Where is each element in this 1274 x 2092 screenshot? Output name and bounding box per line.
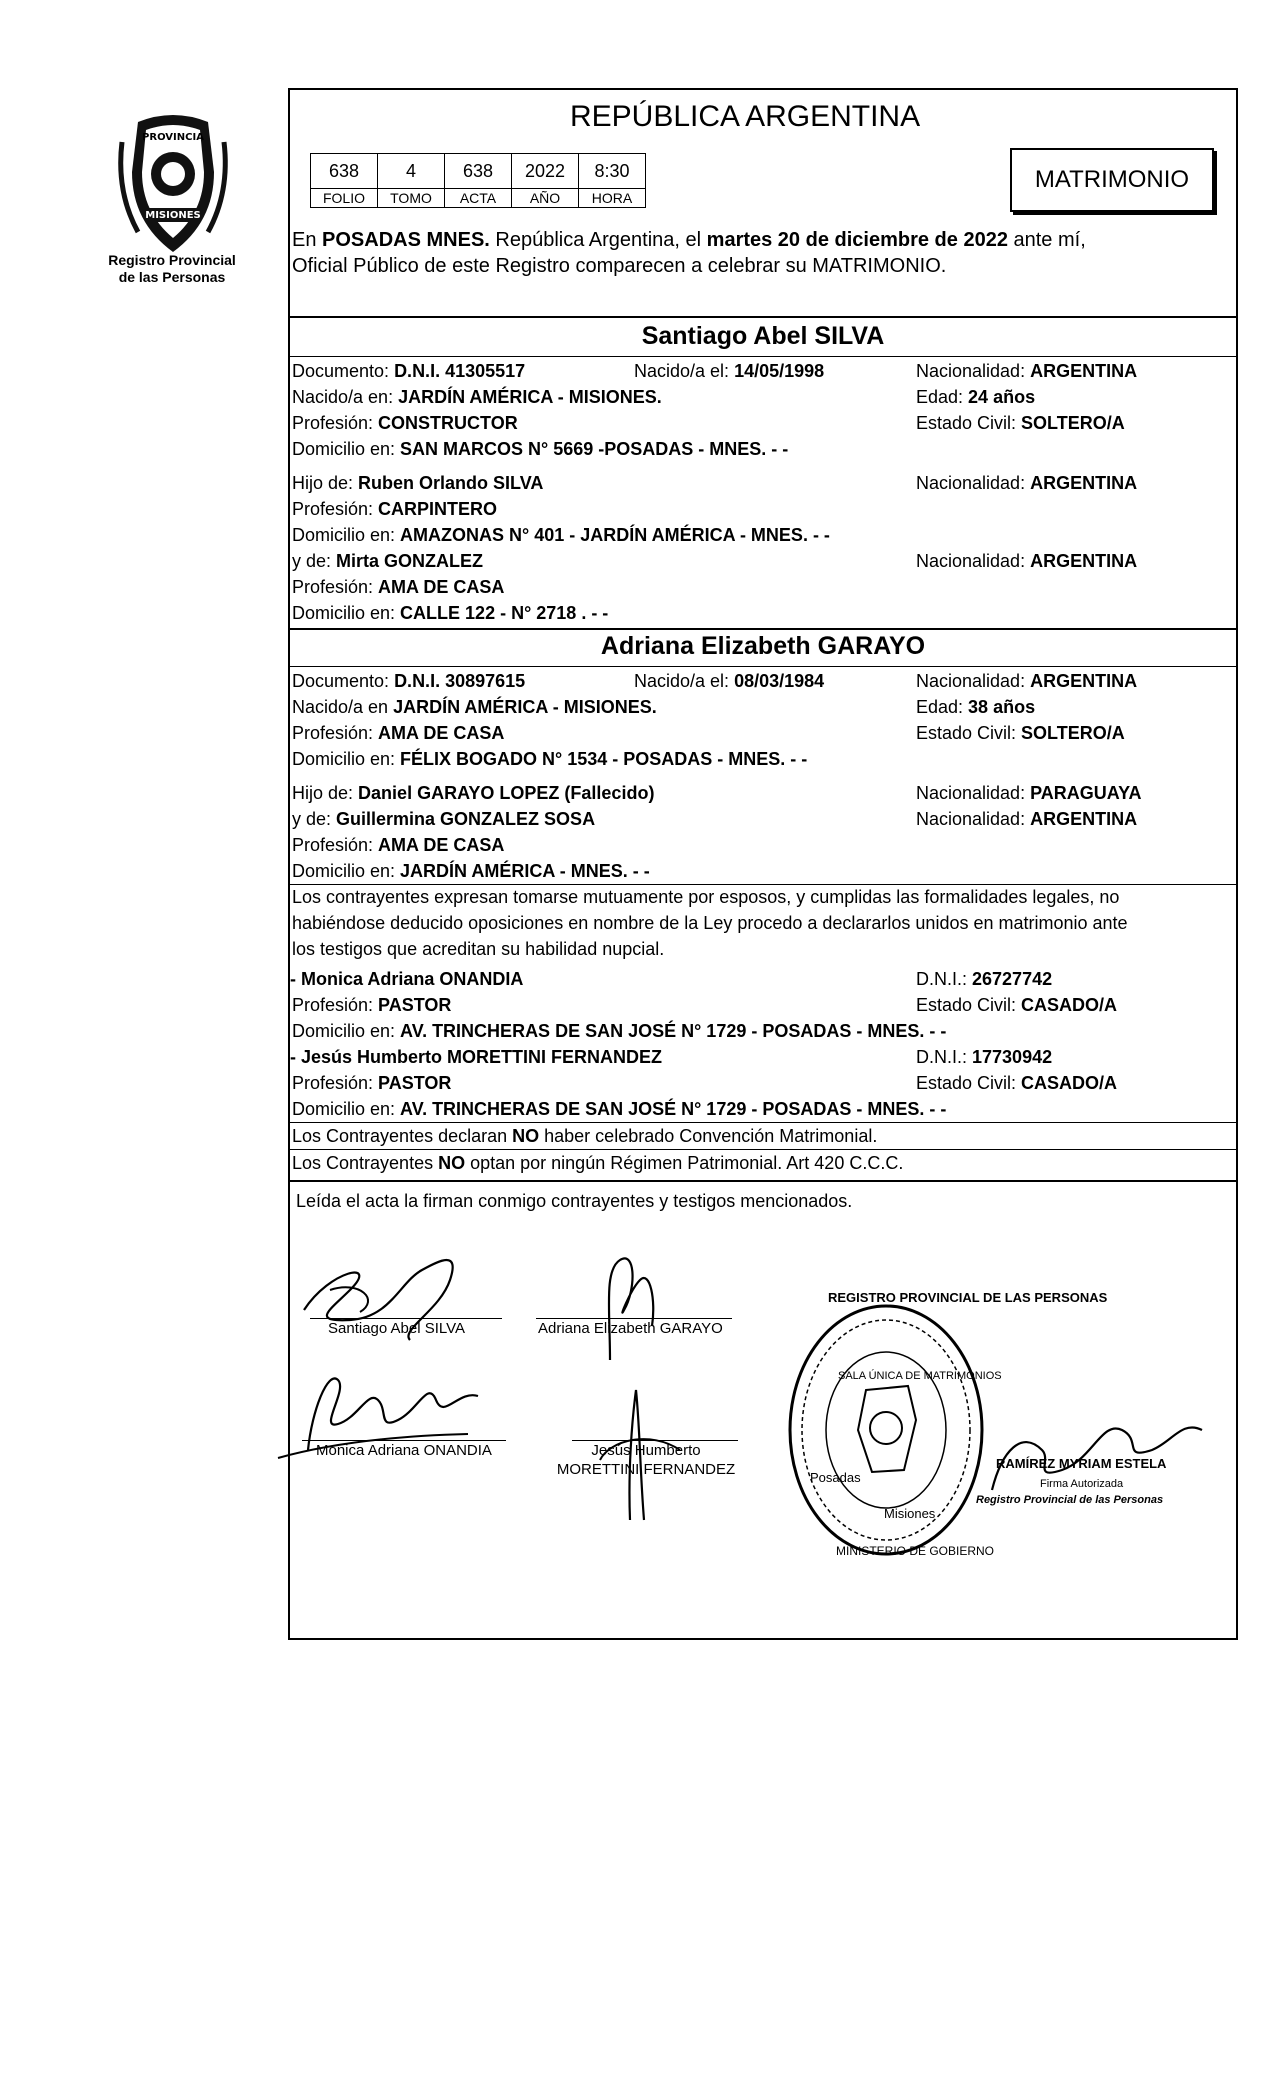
intro-city: POSADAS MNES. (322, 229, 490, 251)
bride-nationality: Nacionalidad: ARGENTINA (916, 671, 1138, 691)
hora-label: HORA (579, 189, 646, 208)
divider-bride (288, 628, 1238, 630)
groom-father-nationality: Nacionalidad: ARGENTINA (916, 473, 1138, 493)
anio-value: 2022 (512, 154, 579, 189)
intro-line2: Oficial Público de este Registro comparecen a celebrar su MATRIMONIO. (292, 255, 947, 277)
official-org: Registro Provincial de las Personas (976, 1494, 1164, 1506)
logo-caption (92, 252, 252, 286)
convention-line1: Los Contrayentes declaran NO haber celebrado Convención Matrimonial. (292, 1126, 878, 1146)
groom-born: Nacido/a el: 14/05/1998 (634, 361, 825, 381)
witness1-civil-status: Estado Civil: CASADO/A (916, 995, 1118, 1015)
official-seal (786, 1300, 986, 1560)
intro-line1: En POSADAS MNES. República Argentina, el martes 20 de diciembre de 2022 ante mí, (292, 229, 1086, 251)
official-title: Firma Autorizada (1040, 1478, 1124, 1490)
groom-name: Santiago Abel SILVA (641, 322, 885, 350)
witness1-dni: D.N.I.: 26727742 (916, 969, 1053, 989)
seal-outer-text: REGISTRO PROVINCIAL DE LAS PERSONAS (828, 1290, 1108, 1305)
groom-age: Edad: 24 años (916, 387, 1036, 407)
groom-mother-domicile: Domicilio en: CALLE 122 - N° 2718 . - - (292, 603, 609, 623)
declaration-line3: los testigos que acreditan su habilidad nupcial. (292, 939, 665, 959)
groom-father-profession: Profesión: CARPINTERO (292, 499, 498, 519)
witness1-signature-label: Monica Adriana ONANDIA (316, 1442, 492, 1459)
official-name: RAMÍREZ MYRIAM ESTELA (996, 1456, 1167, 1471)
bride-age: Edad: 38 años (916, 697, 1036, 717)
groom-civil-status: Estado Civil: SOLTERO/A (916, 413, 1125, 433)
witness2-signature-label-2: MORETTINI FERNANDEZ (556, 1461, 736, 1478)
divider-groom-name (288, 356, 1238, 357)
witness2-signature-label-1: Jesús Humberto (591, 1442, 701, 1459)
witness2-profession: Profesión: PASTOR (292, 1073, 452, 1093)
seal-province: Misiones (884, 1506, 936, 1521)
registry-emblem (108, 112, 238, 262)
witness1-profession: Profesión: PASTOR (292, 995, 452, 1015)
document-type: MATRIMONIO (1034, 166, 1190, 193)
divider-convention-2 (288, 1149, 1238, 1150)
bride-document: Documento: D.N.I. 30897615 (292, 671, 526, 691)
acta-value: 638 (445, 154, 512, 189)
groom-signature-label: Santiago Abel SILVA (328, 1320, 466, 1337)
hora-value: 8:30 (579, 154, 646, 189)
intro-date: martes 20 de diciembre de 2022 (706, 229, 1008, 251)
anio-label: AÑO (512, 189, 579, 208)
groom-document: Documento: D.N.I. 41305517 (292, 361, 526, 381)
page-title: REPÚBLICA ARGENTINA (570, 100, 921, 133)
declaration-line1: Los contrayentes expresan tomarse mutuamente por esposos, y cumplidas las formalidades legales, no (292, 887, 1120, 907)
groom-nationality: Nacionalidad: ARGENTINA (916, 361, 1138, 381)
witness2-domicile: Domicilio en: AV. TRINCHERAS DE SAN JOSÉ N° 1729 - POSADAS - MNES. - - (292, 1099, 947, 1119)
bride-mother-domicile: Domicilio en: JARDÍN AMÉRICA - MNES. - - (292, 861, 650, 881)
groom-profession: Profesión: CONSTRUCTOR (292, 413, 518, 433)
divider-declaration (288, 884, 1238, 885)
groom-birthplace: Nacido/a en: JARDÍN AMÉRICA - MISIONES. (292, 387, 662, 407)
witness2-dni: D.N.I.: 17730942 (916, 1047, 1053, 1067)
convention-line2: Los Contrayentes NO optan por ningún Régimen Patrimonial. Art 420 C.C.C. (292, 1153, 904, 1173)
logo-caption-line2: de las Personas (118, 269, 226, 285)
bride-born: Nacido/a el: 08/03/1984 (634, 671, 825, 691)
tomo-value: 4 (378, 154, 445, 189)
bride-name: Adriana Elizabeth GARAYO (600, 632, 926, 660)
groom-mother: y de: Mirta GONZALEZ (292, 551, 484, 571)
witness2-civil-status: Estado Civil: CASADO/A (916, 1073, 1118, 1093)
folio-value: 638 (311, 154, 378, 189)
witness1-domicile: Domicilio en: AV. TRINCHERAS DE SAN JOSÉ N° 1729 - POSADAS - MNES. - - (292, 1021, 947, 1041)
document-type-box (1010, 148, 1214, 212)
bride-father: Hijo de: Daniel GARAYO LOPEZ (Fallecido) (292, 783, 655, 803)
bride-birthplace: Nacido/a en JARDÍN AMÉRICA - MISIONES. (292, 697, 657, 717)
tomo-label: TOMO (378, 189, 445, 208)
groom-mother-profession: Profesión: AMA DE CASA (292, 577, 505, 597)
bride-signature-line (536, 1318, 732, 1319)
witness2-name: - Jesús Humberto MORETTINI FERNANDEZ (290, 1047, 663, 1067)
divider-bride-name (288, 666, 1238, 667)
groom-father-domicile: Domicilio en: AMAZONAS N° 401 - JARDÍN AMÉRICA - MNES. - - (292, 525, 830, 545)
divider-convention (288, 1122, 1238, 1123)
witness1-name: - Monica Adriana ONANDIA (290, 969, 524, 989)
bride-father-nationality: Nacionalidad: PARAGUAYA (916, 783, 1142, 803)
registry-table (310, 153, 646, 208)
seal-city: Posadas (810, 1470, 861, 1485)
bride-mother-nationality: Nacionalidad: ARGENTINA (916, 809, 1138, 829)
registry-logo (108, 112, 238, 262)
acta-label: ACTA (445, 189, 512, 208)
seal-bottom-text: MINISTERIO DE GOBIERNO (836, 1544, 995, 1558)
divider-closing (288, 1180, 1238, 1182)
witness2-signature-line (572, 1440, 738, 1441)
logo-caption-line1: Registro Provincial (108, 252, 236, 268)
closing-statement: Leída el acta la firman conmigo contrayentes y testigos mencionados. (296, 1191, 853, 1211)
declaration-line2: habiéndose deducido oposiciones en nombre de la Ley procedo a declararlos unidos en matrimonio ante (292, 913, 1128, 933)
svg-text:MISIONES: MISIONES (145, 210, 201, 221)
divider-groom (288, 316, 1238, 318)
svg-text:PROVINCIA: PROVINCIA (142, 132, 204, 143)
groom-father: Hijo de: Ruben Orlando SILVA (292, 473, 544, 493)
groom-signature-line (310, 1318, 502, 1319)
groom-mother-nationality: Nacionalidad: ARGENTINA (916, 551, 1138, 571)
bride-profession: Profesión: AMA DE CASA (292, 723, 505, 743)
folio-label: FOLIO (311, 189, 378, 208)
seal-inner-text: SALA ÚNICA DE MATRIMONIOS (838, 1370, 1002, 1382)
bride-mother: y de: Guillermina GONZALEZ SOSA (292, 809, 596, 829)
groom-domicile: Domicilio en: SAN MARCOS N° 5669 -POSADAS - MNES. - - (292, 439, 789, 459)
bride-signature-label: Adriana Elizabeth GARAYO (538, 1320, 723, 1337)
bride-mother-profession: Profesión: AMA DE CASA (292, 835, 505, 855)
bride-signature (560, 1230, 720, 1380)
bride-civil-status: Estado Civil: SOLTERO/A (916, 723, 1125, 743)
witness1-signature-line (302, 1440, 506, 1441)
bride-domicile: Domicilio en: FÉLIX BOGADO N° 1534 - POSADAS - MNES. - - (292, 749, 808, 769)
